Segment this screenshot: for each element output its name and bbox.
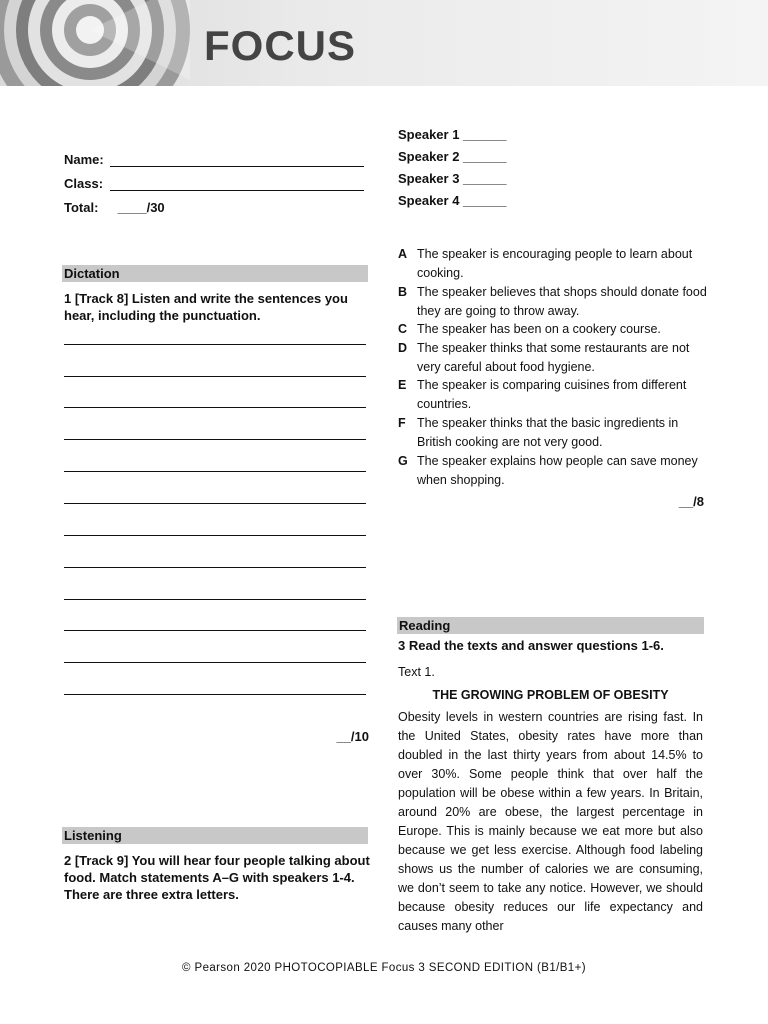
statement-letter: B [398,285,408,299]
listening-heading: Listening [62,827,368,844]
statement-d [398,339,708,377]
total-field [64,200,165,215]
statement-c [398,320,708,339]
statement-letter: G [398,454,408,468]
statement-text: The speaker thinks that the basic ingredients in British cooking are not very good. [417,416,679,449]
total-blank[interactable]: ____ [117,200,147,215]
statement-letter: F [398,416,406,430]
dictation-instruction: 1 [Track 8] Listen and write the sentences you hear, including the punctuation. [64,291,348,323]
total-label: Total: [64,200,99,215]
answer-line[interactable] [64,630,366,631]
class-field [64,176,103,191]
statement-letter: C [398,322,408,336]
reading-heading: Reading [397,617,704,634]
statement-e [398,376,708,414]
name-label: Name: [64,152,104,167]
name-field [64,152,104,167]
answer-line[interactable] [64,439,366,440]
answer-line[interactable] [64,407,366,408]
brand-title: FOCUS [204,22,356,69]
statement-g [398,452,708,490]
speaker-2-answer[interactable]: Speaker 2 ______ [398,149,507,164]
statement-letter: A [398,247,408,261]
dictation-score: __/10 [336,729,369,744]
text-label: Text 1. [398,665,435,679]
statement-f [398,414,708,452]
total-max: /30 [146,200,165,215]
statement-text: The speaker believes that shops should donate food they are going to throw away. [417,285,707,318]
speaker-1-answer[interactable]: Speaker 1 ______ [398,127,507,142]
statement-text: The speaker thinks that some restaurants are not very careful about food hygiene. [417,341,690,374]
statement-letter: E [398,378,407,392]
statement-text: The speaker explains how people can save money when shopping. [417,454,698,487]
statement-text: The speaker is comparing cuisines from different countries. [417,378,687,411]
listening-score: __/8 [678,494,704,509]
answer-line[interactable] [64,344,366,345]
answer-line[interactable] [64,694,366,695]
page-footer: © Pearson 2020 PHOTOCOPIABLE Focus 3 SECOND EDITION (B1/B1+) [182,962,586,974]
statement-a [398,245,708,283]
listening-instruction: 2 [Track 9] You will hear four people talking about food. Match statements A–G with speakers 1-4. There are three extra letters. [64,853,370,902]
answer-line[interactable] [64,471,366,472]
answer-line[interactable] [64,376,366,377]
answer-line[interactable] [64,567,366,568]
statement-letter: D [398,341,408,355]
reading-title: THE GROWING PROBLEM OF OBESITY [432,688,669,702]
reading-instruction: 3 Read the texts and answer questions 1-6. [398,638,664,653]
page-header [0,0,768,86]
class-input-line[interactable] [110,190,364,191]
statement-b [398,283,708,321]
speaker-3-answer[interactable]: Speaker 3 ______ [398,171,507,186]
reading-paragraph: Obesity levels in western countries are rising fast. In the United States, obesity rates have more than doubled in the last thirty years from about 14.5% to over 30%. Some people think that over half the population will be obese within a few years. In Britain, around 20% are obese, the largest percentage in Europe. This is mainly because we eat more but also because we get less exercise. Although food labeling shows us the number of calories we are consuming, we don’t seem to take any notice. However, we should because obesity reduces our life expectancy and causes many other [398,710,703,933]
dictation-heading: Dictation [62,265,368,282]
answer-line[interactable] [64,662,366,663]
name-input-line[interactable] [110,166,364,167]
class-label: Class: [64,176,104,191]
focus-logo-disc-icon [0,0,195,86]
speaker-4-answer[interactable]: Speaker 4 ______ [398,193,507,208]
answer-line[interactable] [64,503,366,504]
statement-text: The speaker has been on a cookery course. [417,322,661,336]
answer-line[interactable] [64,535,366,536]
answer-line[interactable] [64,599,366,600]
statement-text: The speaker is encouraging people to learn about cooking. [417,247,693,280]
